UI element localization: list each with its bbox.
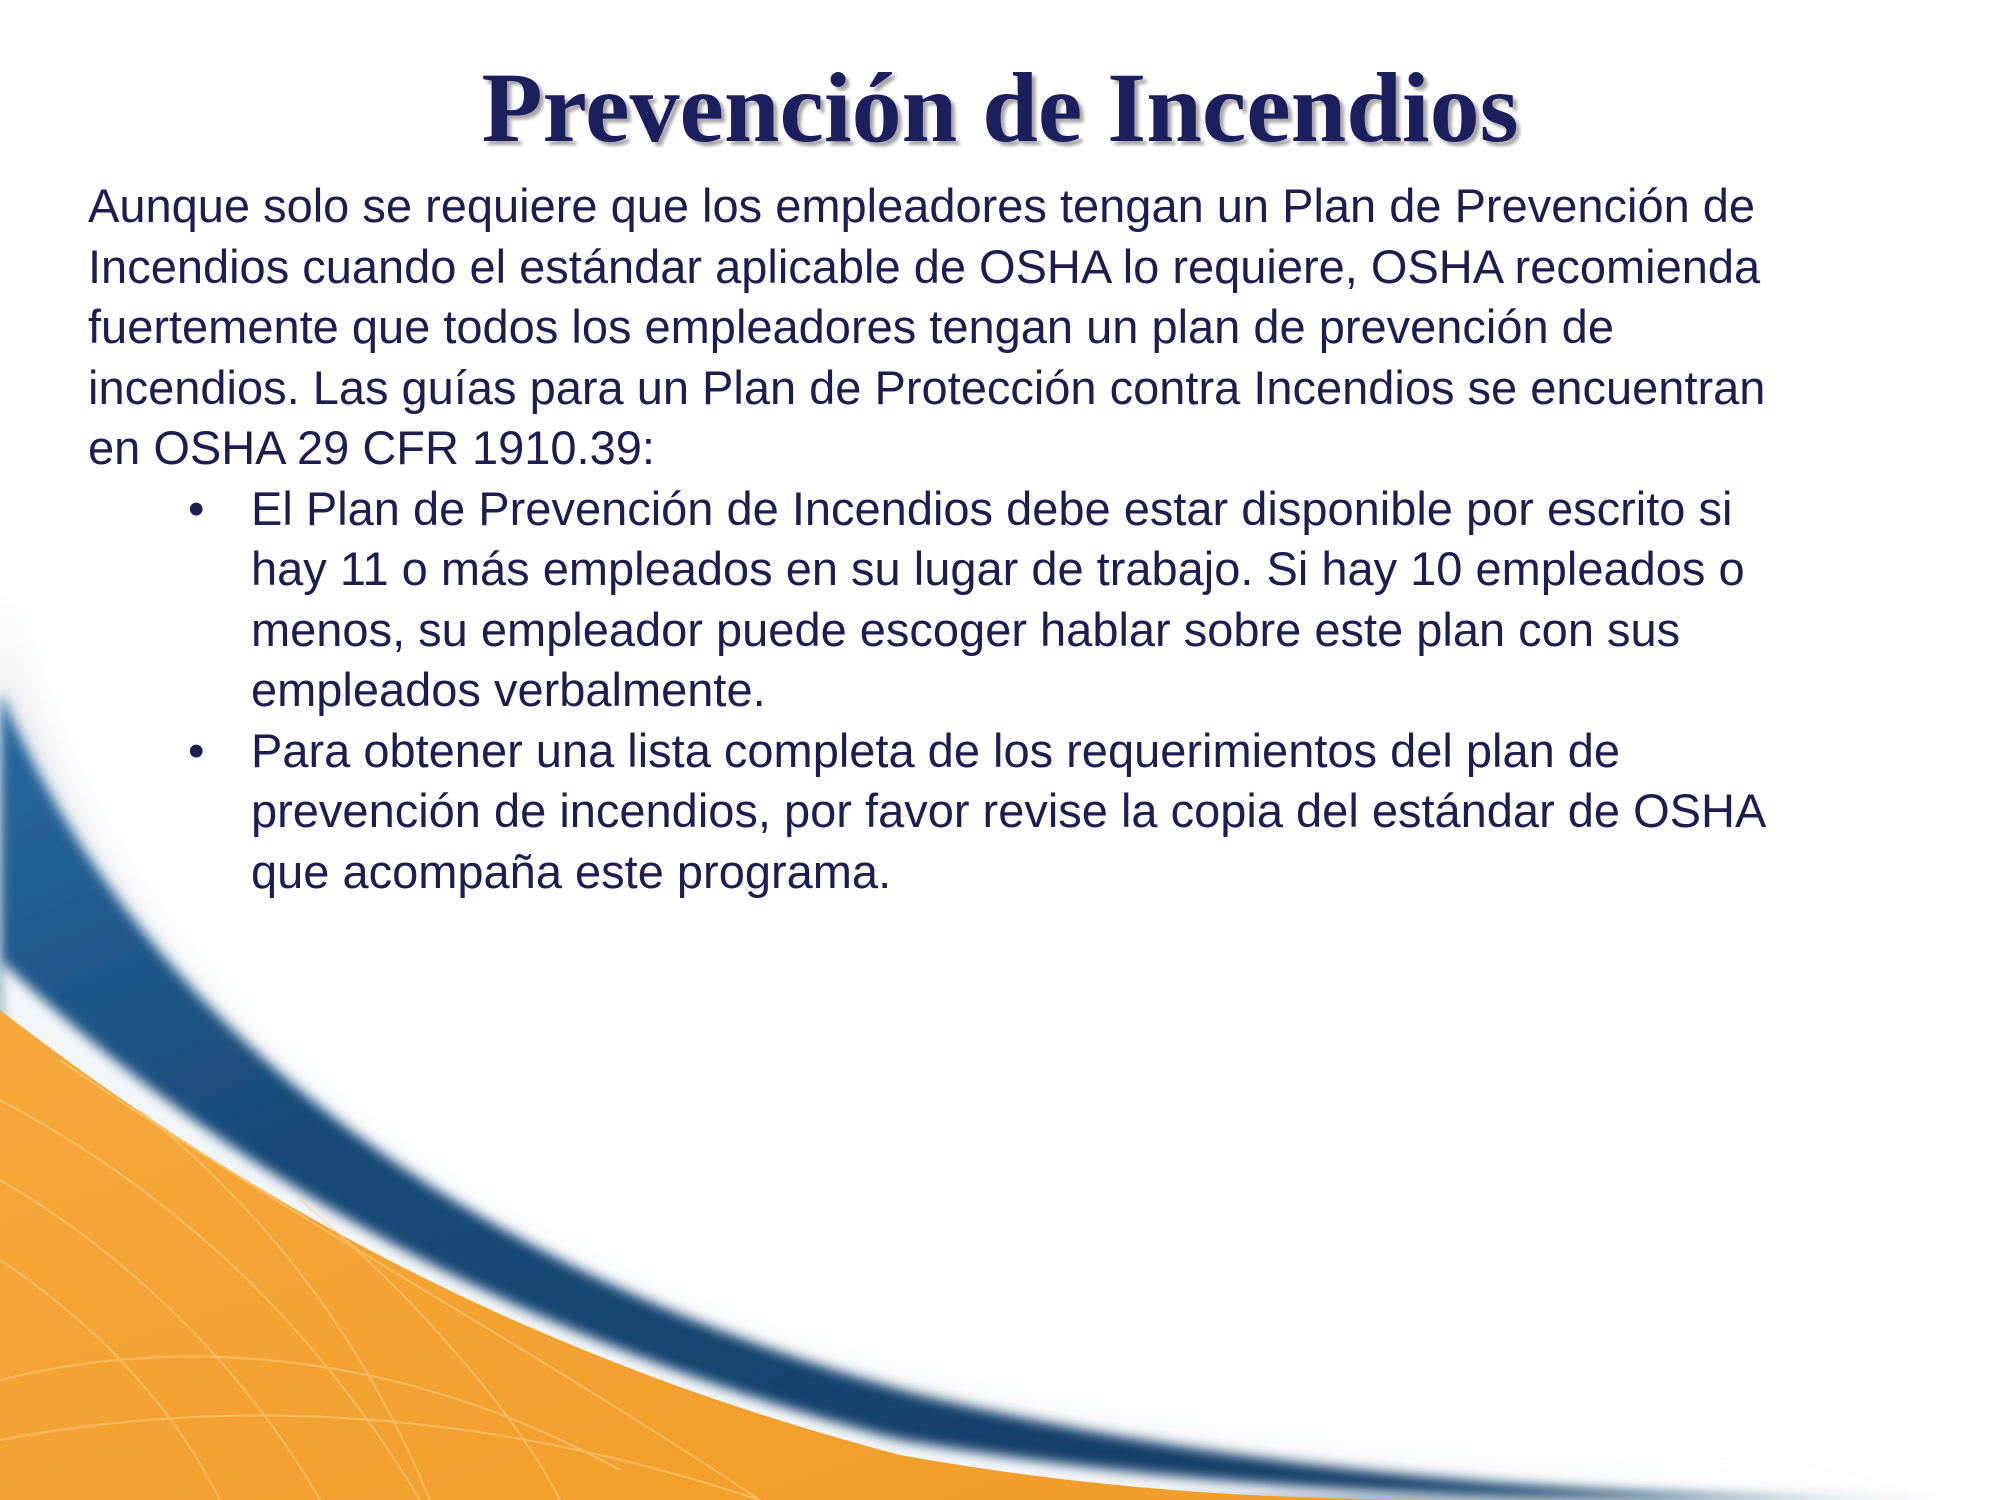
intro-line: incendios. Las guías para un Plan de Protección contra Incendios se encuentran: [88, 360, 1766, 414]
intro-line: Incendios cuando el estándar aplicable de OSHA lo requiere, OSHA recomienda: [88, 239, 1761, 293]
page-title: Prevención de Incendios: [481, 52, 1519, 163]
intro-line: fuertemente que todos los empleadores tengan un plan de prevención de: [88, 300, 1614, 353]
bullet-line: empleados verbalmente.: [251, 663, 766, 716]
intro-line: Aunque solo se requiere que los empleadores tengan un Plan de Prevención de: [88, 179, 1756, 232]
bullet-text: [251, 721, 1961, 903]
bullet-line: que acompaña este programa.: [251, 844, 892, 898]
bullet-line: Para obtener una lista completa de los requerimientos del plan de: [251, 723, 1621, 777]
bullet-icon: •: [188, 481, 205, 535]
bullet-line: prevención de incendios, por favor revise la copia del estándar de OSHA: [251, 784, 1767, 837]
bullet-item: [88, 479, 1968, 721]
bullet-line: menos, su empleador puede escoger hablar sobre este plan con sus: [251, 602, 1681, 656]
bullet-line: El Plan de Prevención de Incendios debe estar disponible por escrito si: [251, 481, 1733, 535]
intro-line: en OSHA 29 CFR 1910.39:: [88, 421, 655, 474]
slide-body: [88, 176, 1968, 902]
bullet-icon: •: [188, 723, 205, 777]
intro-paragraph: [88, 176, 1968, 479]
bullet-line: hay 11 o más empleados en su lugar de trabajo. Si hay 10 empleados o: [251, 542, 1745, 595]
bullet-item: [88, 721, 1968, 903]
bullet-text: [251, 479, 1961, 721]
bullet-list: [88, 479, 1968, 903]
